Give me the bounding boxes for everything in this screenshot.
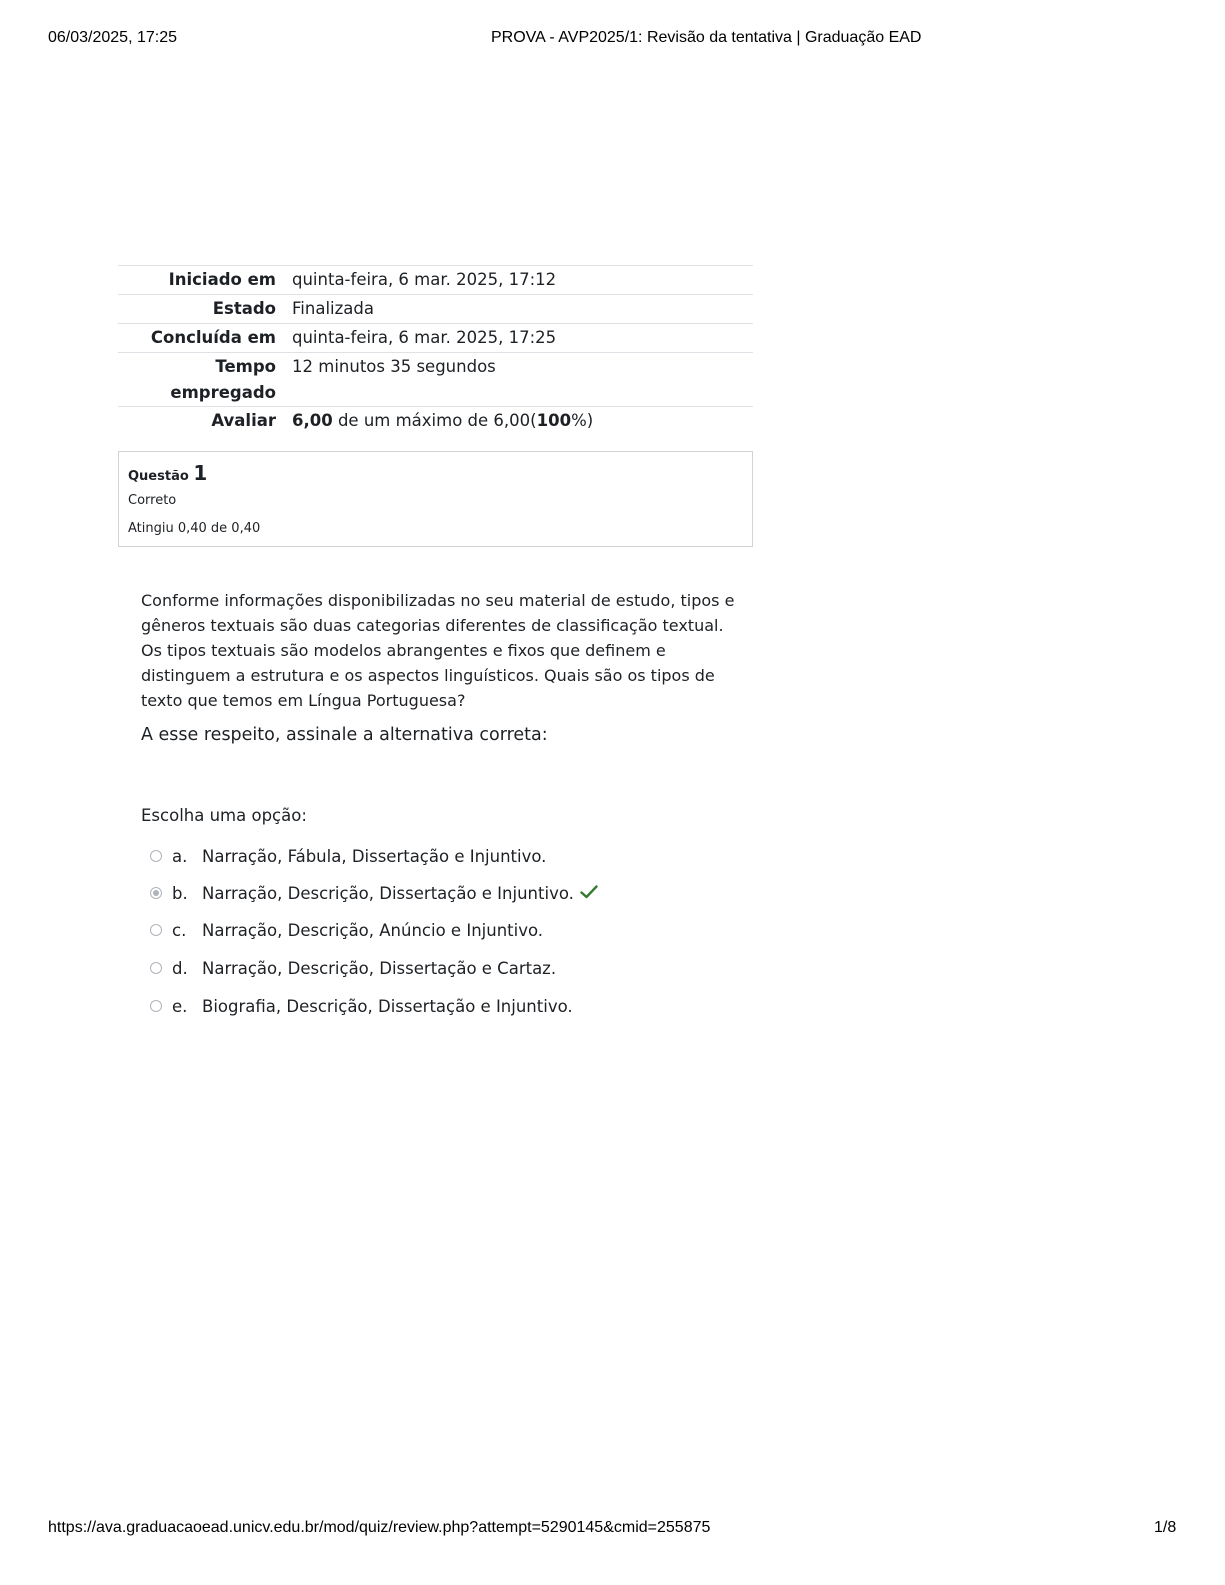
option-letter: c. [172,920,187,940]
option-text: Narração, Descrição, Dissertação e Cartaz. [202,958,557,978]
summary-row-completed [118,324,753,353]
choose-option-label: Escolha uma opção: [141,806,307,825]
question-info-box [118,451,753,547]
answer-option-b[interactable] [150,881,598,905]
answer-option-a[interactable] [150,844,546,868]
check-icon [580,884,598,903]
radio-button[interactable] [150,924,162,936]
summary-value: Finalizada [292,295,753,324]
summary-row-time-taken [118,353,753,407]
summary-label: Avaliar [118,407,292,436]
option-text: Narração, Descrição, Anúncio e Injuntivo. [202,920,544,940]
question-label: Questão [128,469,189,484]
print-header [0,29,1225,51]
option-letter: b. [172,883,188,903]
summary-label: Estado [118,295,292,324]
option-letter: d. [172,958,188,978]
summary-row-state [118,295,753,324]
print-footer [0,1519,1225,1541]
summary-row-started [118,266,753,295]
print-datetime: 06/03/2025, 17:25 [48,29,178,46]
grade-percent: 100 [536,411,572,430]
option-text: Narração, Descrição, Dissertação e Injuntivo. [202,883,574,903]
grade-score: 6,00 [292,411,333,430]
answer-option-c[interactable] [150,918,543,942]
option-text: Biografia, Descrição, Dissertação e Injuntivo. [202,996,573,1016]
summary-row-grade [118,407,753,436]
attempt-summary-table [118,265,753,435]
summary-label: Tempo empregado [118,353,292,407]
answer-option-e[interactable] [150,994,573,1018]
radio-button[interactable] [150,1000,162,1012]
radio-button[interactable] [150,850,162,862]
option-letter: e. [172,996,188,1016]
summary-label: Concluída em [118,324,292,353]
print-page-number: 1/8 [1154,1519,1177,1536]
summary-value [292,407,753,436]
question-prompt: A esse respeito, assinale a alternativa correta: [141,725,548,745]
question-number-value: 1 [193,461,208,485]
grade-percent-suffix: %) [571,411,594,430]
radio-button-selected[interactable] [150,887,162,899]
answer-option-d[interactable] [150,956,556,980]
summary-value: 12 minutos 35 segundos [292,353,753,407]
option-text: Narração, Fábula, Dissertação e Injuntivo. [202,846,547,866]
summary-value: quinta-feira, 6 mar. 2025, 17:12 [292,266,753,295]
grade-max: de um máximo de 6,00( [332,411,537,430]
question-state: Correto [128,493,177,508]
summary-label: Iniciado em [118,266,292,295]
print-url: https://ava.graduacaoead.unicv.edu.br/mod/quiz/review.php?attempt=5290145&cmid=255875 [48,1519,711,1536]
question-text: Conforme informações disponibilizadas no seu material de estudo, tipos e gêneros textuais são duas categorias diferentes de classificação textual. Os tipos textuais são modelos abrangentes e fixos que definem e distinguem a estrutura e os aspectos linguísticos. Quais são os tipos de texto que temos em Língua Portuguesa? [141,591,735,710]
summary-value: quinta-feira, 6 mar. 2025, 17:25 [292,324,753,353]
question-grade: Atingiu 0,40 de 0,40 [128,521,261,536]
radio-button[interactable] [150,962,162,974]
option-letter: a. [172,846,188,866]
question-number [128,461,743,485]
print-page-title: PROVA - AVP2025/1: Revisão da tentativa | Graduação EAD [491,29,922,46]
